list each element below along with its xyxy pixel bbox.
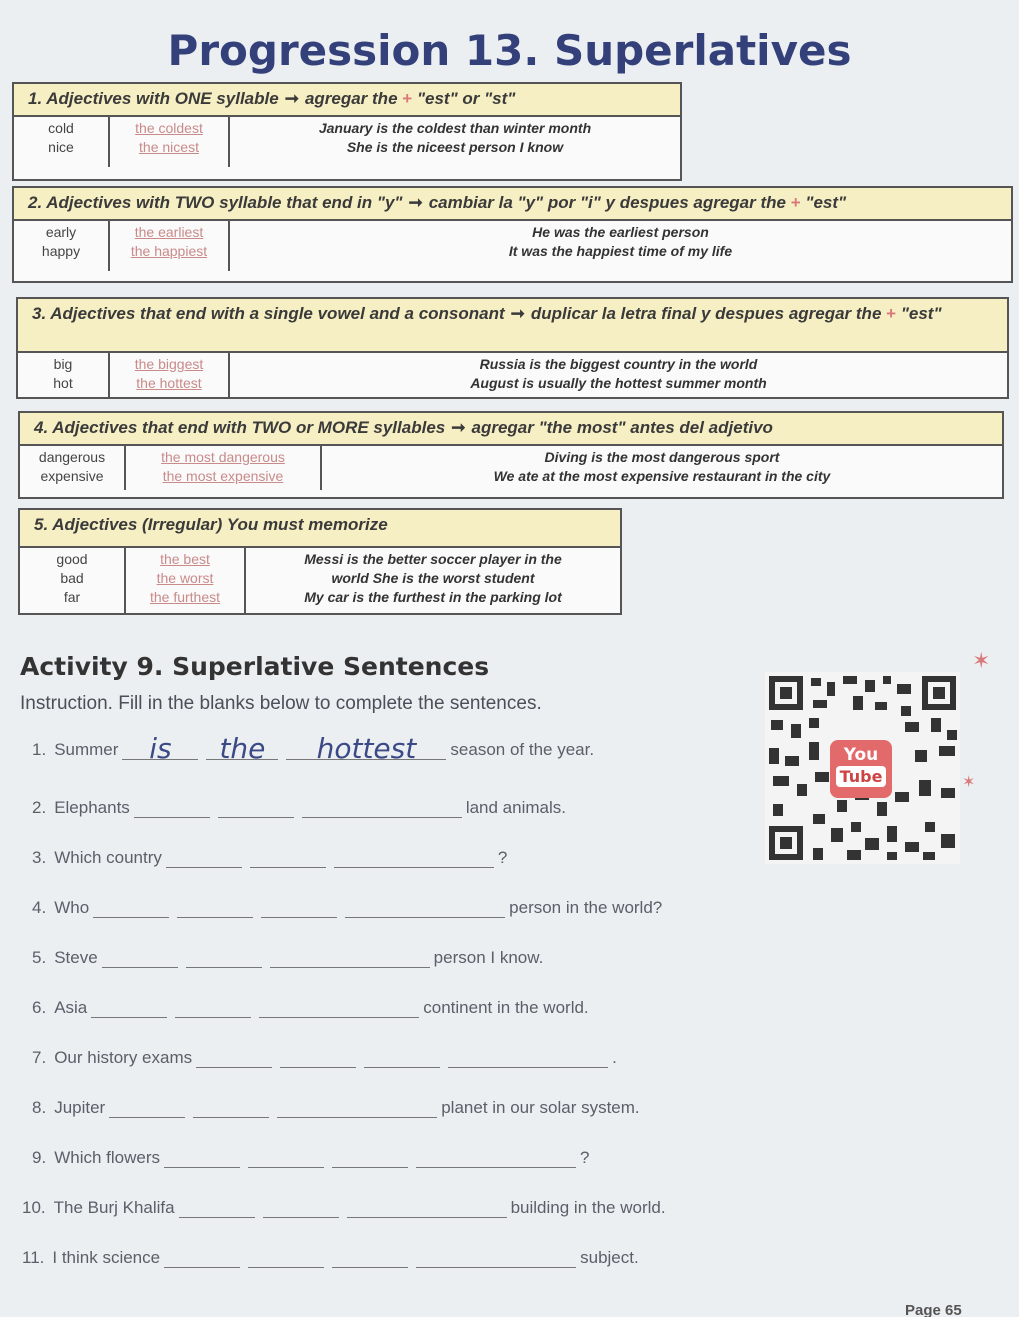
answer-blank[interactable] <box>259 996 419 1018</box>
rule-box-1: 1. Adjectives with ONE syllable ➞ agregar the + "est" or "st" cold nice the coldest the nicest January is the coldest than winter month She is the niceest person I know <box>12 82 682 181</box>
answer-blank[interactable]: is <box>122 738 198 760</box>
answer-blank[interactable] <box>248 1146 324 1168</box>
sentence-7: 7. Our history exams . <box>32 1048 617 1067</box>
sentence-1: 1. Summer is the hottest season of the year. <box>32 732 595 765</box>
answer-blank[interactable] <box>277 1096 437 1118</box>
answer-blank[interactable] <box>302 796 462 818</box>
answer-blank[interactable] <box>334 846 494 868</box>
rule-heading: 2. Adjectives with TWO syllable that end in "y" ➞ cambiar la "y" por "i" y despues agregar the + "est" <box>14 188 1011 221</box>
rule-box-3: 3. Adjectives that end with a single vowel and a consonant ➞ duplicar la letra final y despues agregar the + "est" big hot the biggest the hottest Russia is the biggest country in the world August is usually the hottest summer month <box>16 297 1009 399</box>
answer-blank[interactable] <box>263 1196 339 1218</box>
answer-blank[interactable] <box>347 1196 507 1218</box>
sentence-8: 8. Jupiter planet in our solar system. <box>32 1098 640 1117</box>
answer-blank[interactable] <box>193 1096 269 1118</box>
answer-blank[interactable] <box>416 1146 576 1168</box>
rule-box-4: 4. Adjectives that end with TWO or MORE syllables ➞ agregar "the most" antes del adjetivo dangerous expensive the most dangerous the most expensive Diving is the most dangerous sport We ate at the most expensive restaurant in the city <box>18 411 1004 499</box>
answer-blank[interactable] <box>364 1046 440 1068</box>
answer-blank[interactable] <box>91 996 167 1018</box>
page-number: Page 65 <box>905 1302 962 1317</box>
answer-blank[interactable] <box>270 946 430 968</box>
star-doodle-icon: ✶ <box>972 648 991 673</box>
sentence-5: 5. Steve person I know. <box>32 948 544 967</box>
sentence-9: 9. Which flowers ? <box>32 1148 590 1167</box>
rule-heading: 3. Adjectives that end with a single vowel and a consonant ➞ duplicar la letra final y despues agregar the + "est" <box>18 299 1007 353</box>
answer-blank[interactable] <box>177 896 253 918</box>
plus-icon: + <box>790 193 801 212</box>
answer-blank[interactable] <box>332 1246 408 1268</box>
rule-heading: 1. Adjectives with ONE syllable ➞ agregar the + "est" or "st" <box>14 84 680 117</box>
sentence-11: 11. I think science subject. <box>22 1248 639 1267</box>
page-title: Progression 13. Superlatives <box>167 26 852 75</box>
answer-blank[interactable] <box>250 846 326 868</box>
answer-blank[interactable] <box>332 1146 408 1168</box>
answer-blank[interactable] <box>175 996 251 1018</box>
sentence-10: 10. The Burj Khalifa building in the world. <box>22 1198 666 1217</box>
answer-blank[interactable] <box>166 846 242 868</box>
plus-icon: + <box>402 89 413 108</box>
answer-blank[interactable] <box>196 1046 272 1068</box>
answer-blank[interactable] <box>134 796 210 818</box>
answer-blank[interactable] <box>179 1196 255 1218</box>
answer-blank[interactable] <box>186 946 262 968</box>
sentence-6: 6. Asia continent in the world. <box>32 998 589 1017</box>
answer-blank[interactable] <box>248 1246 324 1268</box>
rule-box-2: 2. Adjectives with TWO syllable that end in "y" ➞ cambiar la "y" por "i" y despues agregar the + "est" early happy the earliest the happiest He was the earliest person It was the happiest time of my life <box>12 186 1013 283</box>
youtube-icon[interactable]: You Tube <box>830 740 892 798</box>
answer-blank[interactable]: hottest <box>286 738 446 760</box>
plus-icon: + <box>886 304 897 323</box>
answer-blank[interactable] <box>164 1246 240 1268</box>
answer-blank[interactable] <box>102 946 178 968</box>
star-doodle-icon: ✶ <box>962 774 976 791</box>
answer-blank[interactable] <box>448 1046 608 1068</box>
sentence-3: 3. Which country ? <box>32 848 508 867</box>
sentence-2: 2. Elephants land animals. <box>32 798 566 817</box>
answer-blank[interactable] <box>261 896 337 918</box>
rule-heading: 4. Adjectives that end with TWO or MORE syllables ➞ agregar "the most" antes del adjetivo <box>20 413 1002 446</box>
answer-blank[interactable] <box>164 1146 240 1168</box>
answer-blank[interactable] <box>345 896 505 918</box>
sentence-4: 4. Who person in the world? <box>32 898 663 917</box>
activity-title: Activity 9. Superlative Sentences <box>20 652 490 681</box>
rule-heading: 5. Adjectives (Irregular) You must memorize <box>20 510 620 548</box>
answer-blank[interactable] <box>109 1096 185 1118</box>
answer-blank[interactable] <box>218 796 294 818</box>
answer-blank[interactable] <box>93 896 169 918</box>
answer-blank[interactable]: the <box>206 738 278 760</box>
answer-blank[interactable] <box>416 1246 576 1268</box>
rule-box-5: 5. Adjectives (Irregular) You must memorize good bad far the best the worst the furthest Messi is the better soccer player in the world She is the worst student My car is the furthest in the parking lot <box>18 508 622 615</box>
activity-instruction: Instruction. Fill in the blanks below to complete the sentences. <box>20 693 542 714</box>
answer-blank[interactable] <box>280 1046 356 1068</box>
